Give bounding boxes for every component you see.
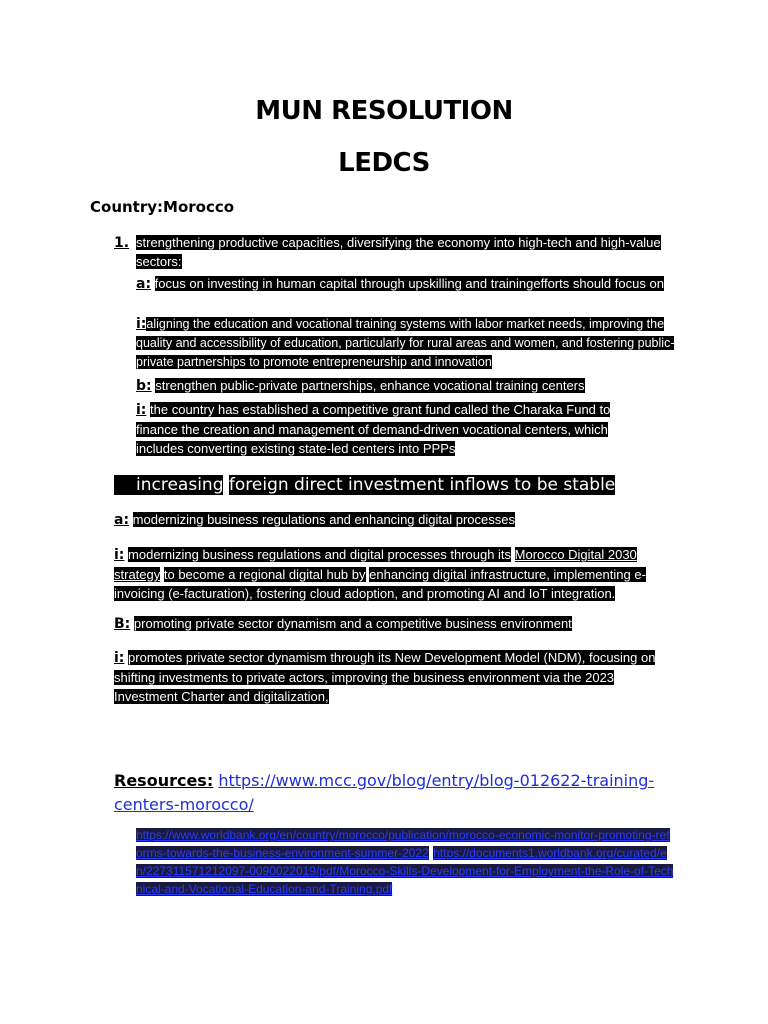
item2-b: B: promoting private sector dynamism and a competitive business environment [114, 616, 572, 632]
item1-b-i: i: the country has established a competitive grant fund called the Charaka Fund to finance the creation and management of demand-driven vocational centers, which includes converting existing state-led centers into PPPs [136, 402, 611, 456]
resource-link-mcc[interactable]: https://www.mcc.gov/blog/entry/blog-012622-training-centers-morocco/ [114, 771, 655, 814]
resource-links-list [136, 826, 676, 898]
item1-b: b: strengthen public-private partnerships, enhance vocational training centers [136, 378, 585, 394]
item2-a-i: i: modernizing business regulations and digital processes through its Morocco Digital 2030 strategy to become a regional digital hub by enhancing digital infrastructure, implementing e-invoicing (e-facturation), fostering cloud adoption, and promoting AI and IoT integration. [114, 547, 646, 601]
item1-number: 1. [114, 235, 130, 251]
item2-a: a: modernizing business regulations and enhancing digital processes [114, 512, 515, 528]
resources-section [114, 769, 684, 817]
item2-b-i: i: promotes private sector dynamism through its New Development Model (NDM), focusing on shifting investments to private actors, improving the business environment via the 2023 Investment Charter and digitalization, [114, 650, 656, 704]
item1-text: strengthening productive capacities, diversifying the economy into high-tech and high-value sectors: [136, 235, 661, 269]
document-title: MUN RESOLUTION [255, 96, 513, 126]
item2-bullet [114, 475, 136, 495]
item1-a: a: focus on investing in human capital through upskilling and trainingefforts should focus on [136, 276, 664, 292]
resources-label: Resources: [114, 771, 214, 790]
resource-link-worldbank-skills[interactable]: https://documents1.worldbank.org/curated/en/227311571212097-0090022019/pdf/Morocco-Skills-Development-for-Employment-the-Role-of-Technical-and-Vocational-Education-and-Training.pdf [136, 846, 674, 896]
document-subtitle: LEDCS [338, 148, 430, 178]
country-label: Country:Morocco [90, 198, 235, 216]
item1-a-i: i:aligning the education and vocational training systems with labor market needs, improving the quality and accessibility of education, particularly for rural areas and women, and fostering public-private partnerships to promote entrepreneurship and innovation [136, 316, 675, 369]
morocco-digital-link[interactable]: Morocco Digital 2030 strategy [114, 547, 637, 582]
item2-text: increasing foreign direct investment inflows to be stable [136, 475, 616, 495]
resource-link-worldbank-monitor[interactable]: https://www.worldbank.org/en/country/morocco/publication/morocco-economic-monitor-promoting-reforms-towards-the-business-environment-summer-2022 [136, 828, 670, 860]
